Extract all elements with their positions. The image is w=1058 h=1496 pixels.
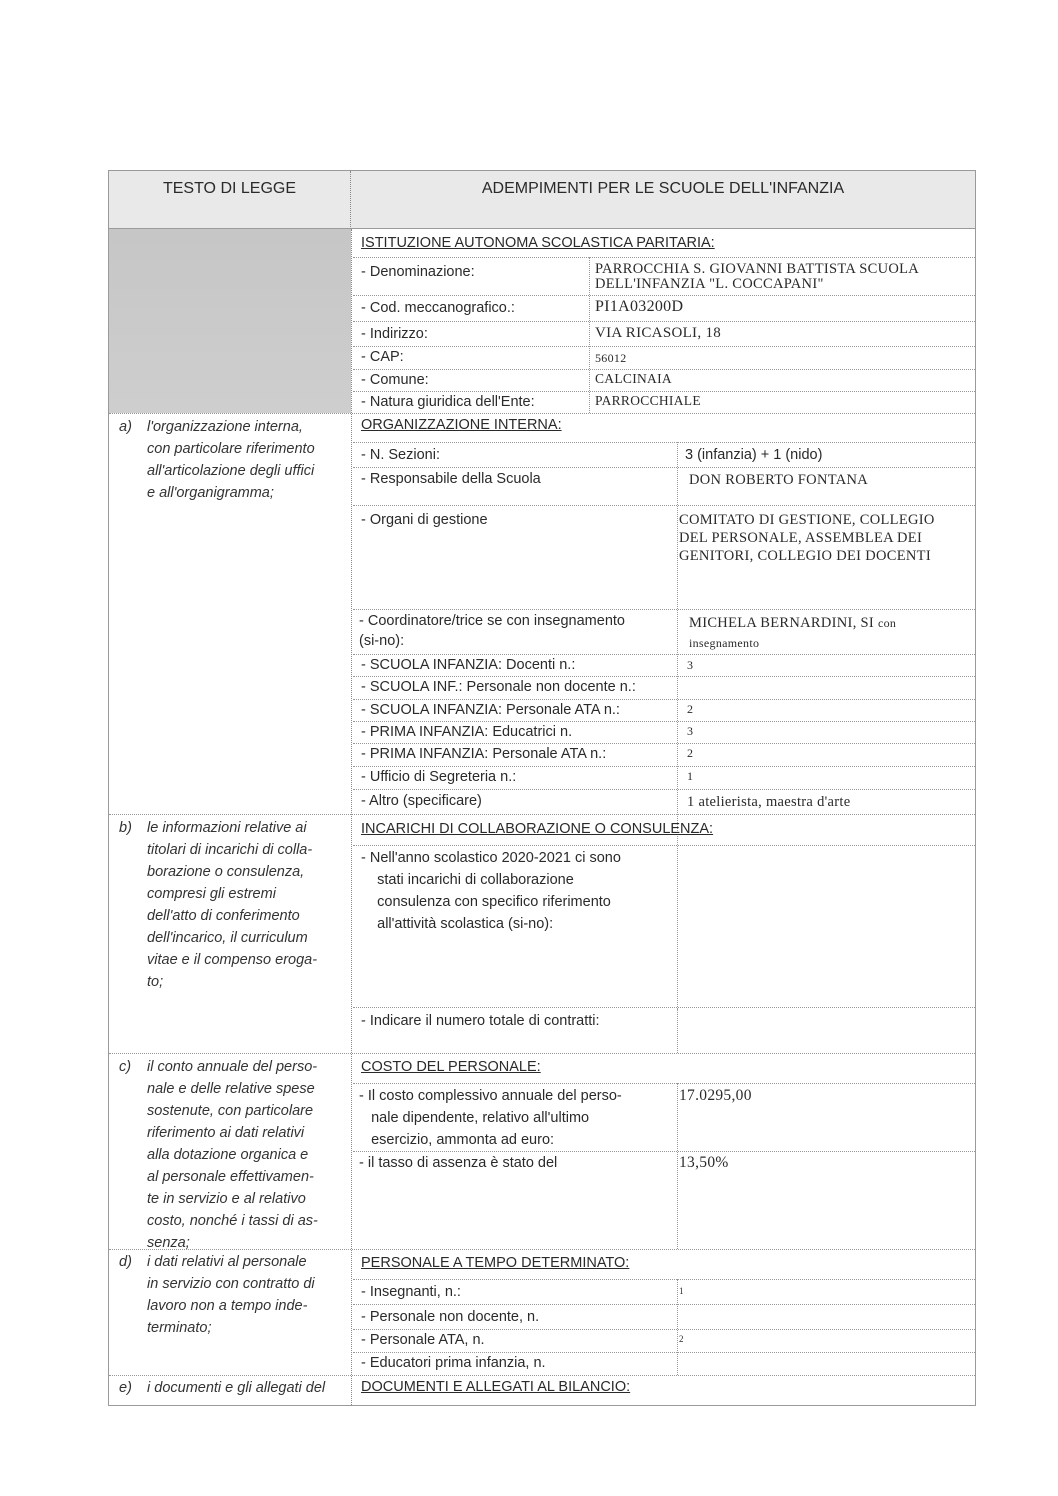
organi-label: - Organi di gestione xyxy=(361,512,488,528)
coordinatore-value: MICHELA BERNARDINI, SI con insegnamento xyxy=(689,615,897,650)
insegnanti-value: 1 xyxy=(679,1286,684,1296)
segreteria-label: - Ufficio di Segreteria n.: xyxy=(361,769,517,785)
comune-value: CALCINAIA xyxy=(595,371,672,386)
cap-value: 56012 xyxy=(595,351,627,365)
law-text-c: c) il conto annuale del perso- nale e delle relative spese sostenute, con particolare riferimento ai dati relativi alla dotazione organica e al personale effettivamen- te in servizio e al relativo costo, nonché i tassi di as- senza; xyxy=(119,1059,318,1251)
ata-infanzia-value: 2 xyxy=(687,702,694,716)
law-text-e: e) i documenti e gli allegati del xyxy=(119,1380,326,1396)
indirizzo-value: VIA RICASOLI, 18 xyxy=(595,325,722,341)
educatrici-value: 3 xyxy=(687,724,694,738)
responsabile-label: - Responsabile della Scuola xyxy=(361,471,541,487)
shaded-cell xyxy=(109,229,351,413)
insegnanti-label: - Insegnanti, n.: xyxy=(361,1284,461,1300)
ata-td-value: 2 xyxy=(679,1334,684,1344)
educatrici-label: - PRIMA INFANZIA: Educatrici n. xyxy=(361,724,573,740)
documenti-title: DOCUMENTI E ALLEGATI AL BILANCIO: xyxy=(361,1379,631,1395)
law-text-d: d) i dati relativi al personale in servizio con contratto di lavoro non a tempo inde- terminato; xyxy=(119,1254,315,1336)
column-divider xyxy=(351,229,352,1405)
docenti-label: - SCUOLA INFANZIA: Docenti n.: xyxy=(361,657,576,673)
cod-meccanografico-label: - Cod. meccanografico.: xyxy=(361,300,515,316)
cod-meccanografico-value: PI1A03200D xyxy=(595,298,684,315)
law-text-a: a) l'organizzazione interna, con particolare riferimento all'articolazione degli uffici e all'organigramma; xyxy=(119,419,315,501)
altro-label: - Altro (specificare) xyxy=(361,793,482,809)
header-testo-di-legge: TESTO DI LEGGE xyxy=(109,171,351,229)
ata-prima-infanzia-value: 2 xyxy=(687,746,694,760)
natura-giuridica-label: - Natura giuridica dell'Ente: xyxy=(361,394,535,410)
denominazione-label: - Denominazione: xyxy=(361,264,475,280)
n-sezioni-value: 3 (infanzia) + 1 (nido) xyxy=(685,447,823,463)
docenti-value: 3 xyxy=(687,658,694,672)
ata-td-label: - Personale ATA, n. xyxy=(361,1332,485,1348)
organizzazione-title: ORGANIZZAZIONE INTERNA: xyxy=(361,417,562,433)
istituzione-title: ISTITUZIONE AUTONOMA SCOLASTICA PARITARIA: xyxy=(361,235,715,251)
incarichi-question: - Nell'anno scolastico 2020-2021 ci sono stati incarichi di collaborazione consulenza con specifico riferimento all'attività scolastica (si-no): xyxy=(361,850,621,932)
cap-label: - CAP: xyxy=(361,349,404,365)
contratti-label: - Indicare il numero totale di contratti: xyxy=(361,1013,600,1029)
n-sezioni-label: - N. Sezioni: xyxy=(361,447,440,463)
coordinatore-label: - Coordinatore/trice se con insegnamento (si-no): xyxy=(359,613,625,649)
tempo-determinato-title: PERSONALE A TEMPO DETERMINATO: xyxy=(361,1255,630,1271)
altro-value: 1 atelierista, maestra d'arte xyxy=(687,794,851,810)
educatori-td-label: - Educatori prima infanzia, n. xyxy=(361,1355,546,1371)
document-table xyxy=(108,170,976,1406)
indirizzo-label: - Indirizzo: xyxy=(361,326,428,342)
non-docente-label: - SCUOLA INF.: Personale non docente n.: xyxy=(361,679,636,695)
costo-title: COSTO DEL PERSONALE: xyxy=(361,1059,541,1075)
ata-infanzia-label: - SCUOLA INFANZIA: Personale ATA n.: xyxy=(361,702,620,718)
denominazione-value: PARROCCHIA S. GIOVANNI BATTISTA SCUOLA DELL'INFANZIA "L. COCCAPANI" xyxy=(595,261,920,292)
law-text-b: b) le informazioni relative ai titolari di incarichi di colla- borazione o consulenza, compresi gli estremi dell'atto di conferimento dell'incarico, il curriculum vitae e il compenso eroga- to; xyxy=(119,820,318,990)
assenza-label: - il tasso di assenza è stato del xyxy=(359,1155,558,1171)
non-docente-td-label: - Personale non docente, n. xyxy=(361,1309,540,1325)
header-adempimenti: ADEMPIMENTI PER LE SCUOLE DELL'INFANZIA xyxy=(351,171,975,229)
incarichi-title: INCARICHI DI COLLABORAZIONE O CONSULENZA: xyxy=(361,821,714,837)
comune-label: - Comune: xyxy=(361,372,429,388)
costo-value: 17.0295,00 xyxy=(679,1087,752,1104)
ata-prima-infanzia-label: - PRIMA INFANZIA: Personale ATA n.: xyxy=(361,746,607,762)
segreteria-value: 1 xyxy=(687,769,694,783)
organi-value: COMITATO DI GESTIONE, COLLEGIO DEL PERSONALE, ASSEMBLEA DEI GENITORI, COLLEGIO DEI DOCENTI xyxy=(679,512,935,564)
costo-label: - Il costo complessivo annuale del perso- nale dipendente, relativo all'ultimo esercizio, ammonta ad euro: xyxy=(359,1088,622,1148)
natura-giuridica-value: PARROCCHIALE xyxy=(595,393,701,408)
assenza-value: 13,50% xyxy=(679,1154,729,1171)
responsabile-value: DON ROBERTO FONTANA xyxy=(689,472,869,488)
